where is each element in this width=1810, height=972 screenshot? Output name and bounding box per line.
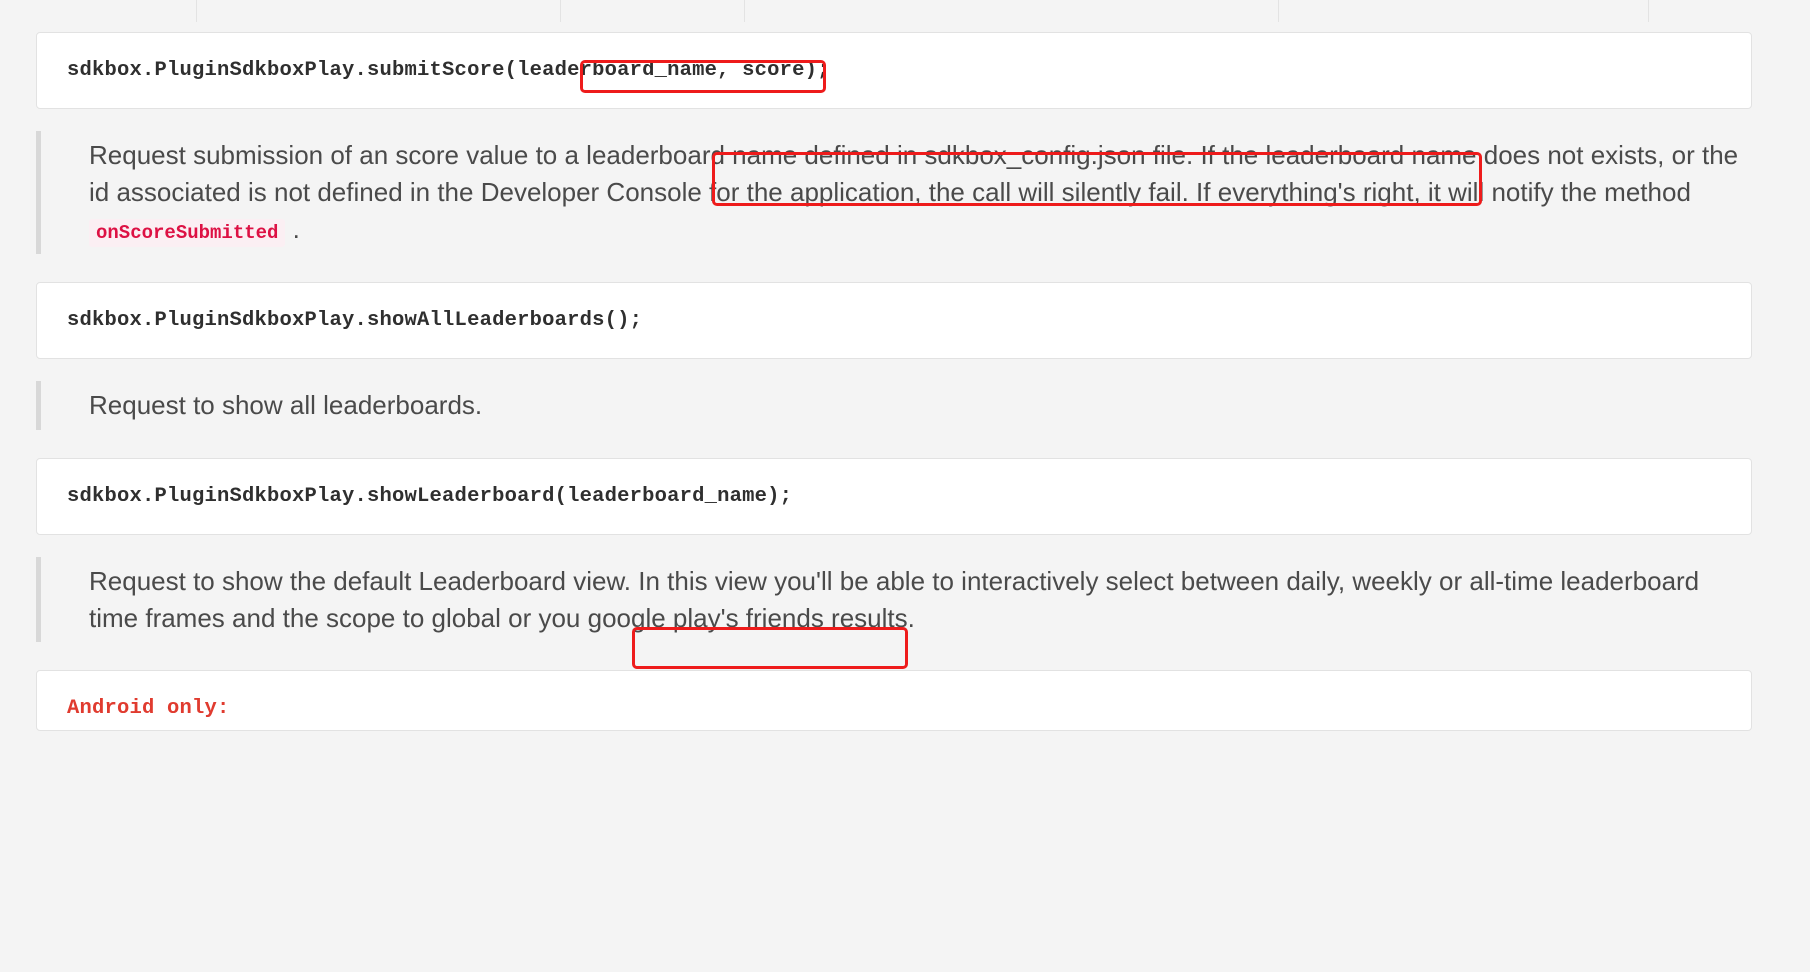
submit-score-description-text-b: . (285, 213, 300, 244)
android-only-note[interactable]: Android only: (36, 670, 1752, 731)
android-only-block (36, 670, 1752, 731)
show-leaderboard-signature[interactable]: sdkbox.PluginSdkboxPlay.showLeaderboard(leaderboard_name); (36, 458, 1752, 535)
submit-score-description-text-a: Request submission of an score value to a leaderboard name defined in sdkbox_config.json file. If the leaderboard name does not exists, or the id associated is not defined in the Developer Console for the application, the call will silently fail. If everything's right, it will notify the method (89, 140, 1739, 207)
show-all-leaderboards-signature[interactable]: sdkbox.PluginSdkboxPlay.showAllLeaderboards(); (36, 282, 1752, 359)
on-score-submitted-code: onScoreSubmitted (89, 219, 285, 247)
show-all-leaderboards-block (36, 282, 1752, 359)
show-leaderboard-block (36, 458, 1752, 535)
show-leaderboard-description: Request to show the default Leaderboard view. In this view you'll be able to interactively select between daily, weekly or all-time leaderboard time frames and the scope to global or you google play's friends results. (36, 557, 1752, 643)
submit-score-signature[interactable]: sdkbox.PluginSdkboxPlay.submitScore(leaderboard_name, score); (36, 32, 1752, 109)
show-all-leaderboards-description: Request to show all leaderboards. (36, 381, 1752, 430)
submit-score-block (36, 32, 1752, 109)
submit-score-description (36, 131, 1752, 254)
